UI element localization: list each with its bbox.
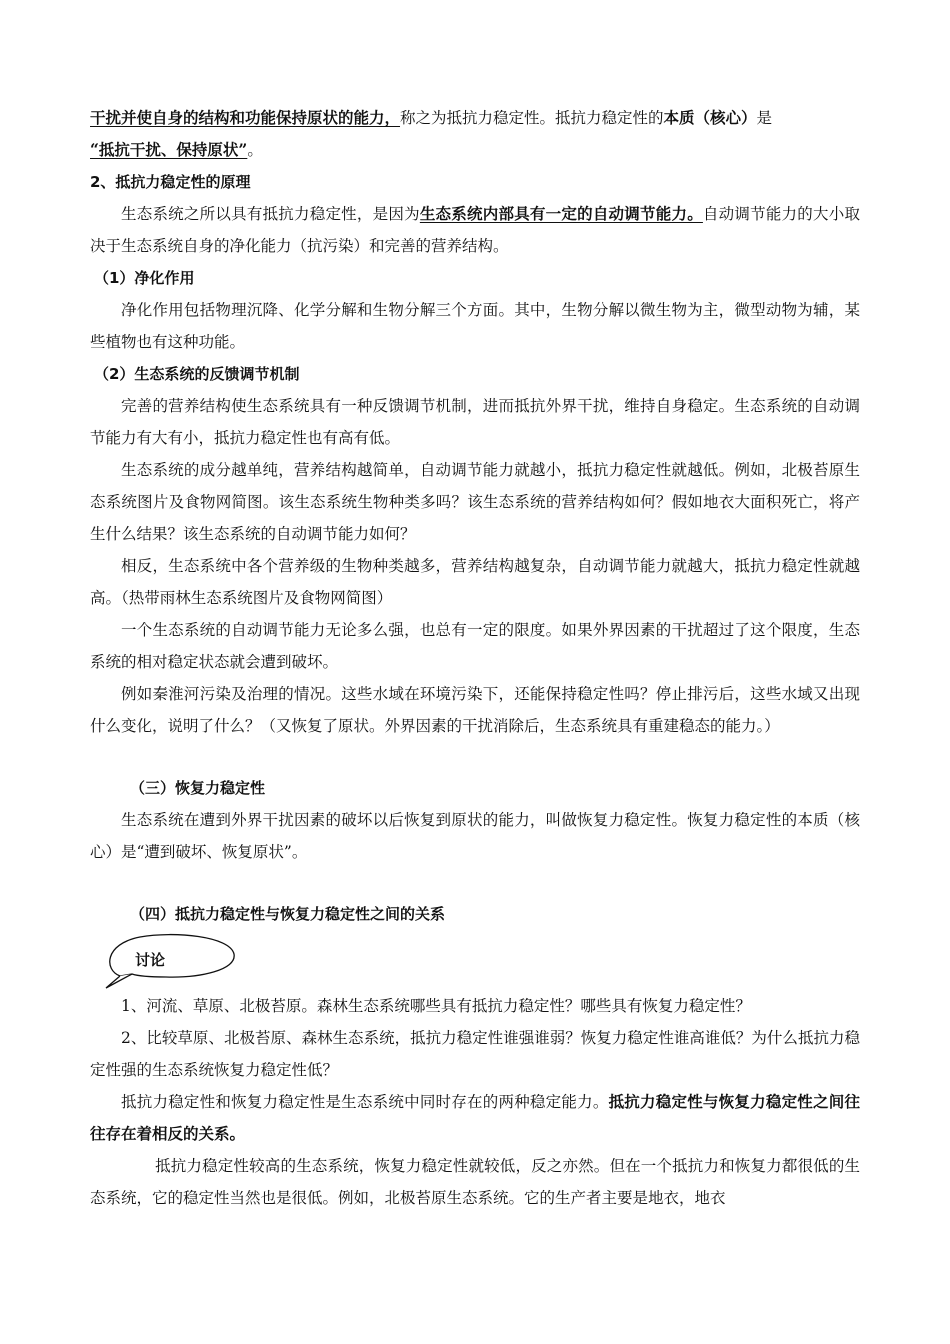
discussion-question-1: 1、河流、草原、北极苔原。森林生态系统哪些具有抵抗力稳定性？哪些具有恢复力稳定性？ bbox=[121, 997, 751, 1015]
text-span: 生态系统之所以具有抵抗力稳定性，是因为 bbox=[121, 205, 420, 223]
discussion-question-2: 2、比较草原、北极苔原、森林生态系统，抵抗力稳定性谁强谁弱？恢复力稳定性谁高谁低？为什么抵抗力稳定性强的生态系统恢复力稳定性低？ bbox=[90, 1029, 860, 1079]
paragraph-feedback-2: 生态系统的成分越单纯，营养结构越简单，自动调节能力就越小，抵抗力稳定性就越低。例如，北极苔原生态系统图片及食物网简图。该生态系统生物种类多吗？该生态系统的营养结构如何？假如地衣大面积死亡，将产生什么结果？该生态系统的自动调节能力如何？ bbox=[90, 461, 860, 543]
paragraph-feedback-5: 例如秦淮河污染及治理的情况。这些水域在环境污染下，还能保持稳定性吗？停止排污后，这些水域又出现什么变化，说明了什么？（又恢复了原状。外界因素的干扰消除后，生态系统具有重建稳态的能力。） bbox=[90, 685, 860, 735]
text-span: 称之为抵抗力稳定性。抵抗力稳定性的 bbox=[400, 109, 664, 127]
spacer bbox=[90, 868, 860, 898]
text-span: 。 bbox=[247, 141, 263, 159]
text-span: 自动调节能力的大小取决于生态系统自身的净化能力（抗污染）和完善的营养结构。 bbox=[90, 205, 860, 255]
discussion-label: 讨论 bbox=[135, 951, 166, 969]
heading-feedback: （2）生态系统的反馈调节机制 bbox=[94, 365, 300, 383]
heading-recovery: （三）恢复力稳定性 bbox=[130, 779, 266, 797]
emphasis-inverse-relation: 抵抗力稳定性与恢复力稳定性之间往往存在着相反的关系。 bbox=[90, 1092, 860, 1143]
document-page bbox=[90, 102, 860, 1214]
text-span: 抵抗力稳定性和恢复力稳定性是生态系统中同时存在的两种稳定能力。 bbox=[121, 1093, 609, 1111]
paragraph-relation-1 bbox=[90, 1086, 860, 1150]
text-span: 是 bbox=[756, 109, 773, 127]
paragraph-resistance-definition bbox=[90, 102, 860, 166]
emphasis-core-phrase: “抵抗干扰、保持原状” bbox=[90, 140, 248, 159]
emphasis-ability: 干扰并使自身的结构和功能保持原状的能力， bbox=[90, 108, 401, 127]
paragraph-feedback-4: 一个生态系统的自动调节能力无论多么强，也总有一定的限度。如果外界因素的干扰超过了这个限度，生态系统的相对稳定状态就会遭到破坏。 bbox=[90, 621, 860, 671]
paragraph-feedback-3: 相反，生态系统中各个营养级的生物种类越多，营养结构越复杂，自动调节能力就越大，抵抗力稳定性就越高。（热带雨林生态系统图片及食物网简图） bbox=[90, 557, 860, 607]
emphasis-self-regulation: 生态系统内部具有一定的自动调节能力。 bbox=[419, 204, 703, 223]
emphasis-essence: 本质（核心） bbox=[663, 108, 757, 127]
paragraph-purification: 净化作用包括物理沉降、化学分解和生物分解三个方面。其中，生物分解以微生物为主，微型动物为辅，某些植物也有这种功能。 bbox=[90, 301, 860, 351]
heading-purification: （1）净化作用 bbox=[94, 269, 195, 287]
heading-principle: 2、抵抗力稳定性的原理 bbox=[90, 173, 251, 191]
heading-relation: （四）抵抗力稳定性与恢复力稳定性之间的关系 bbox=[130, 905, 446, 923]
paragraph-principle bbox=[90, 198, 860, 262]
discussion-bubble bbox=[90, 932, 860, 988]
paragraph-relation-2: 抵抗力稳定性较高的生态系统，恢复力稳定性就较低，反之亦然。但在一个抵抗力和恢复力都很低的生态系统，它的稳定性当然也是很低。例如，北极苔原生态系统。它的生产者主要是地衣，地衣 bbox=[90, 1157, 860, 1207]
spacer bbox=[90, 742, 860, 772]
paragraph-feedback-1: 完善的营养结构使生态系统具有一种反馈调节机制，进而抵抗外界干扰，维持自身稳定。生态系统的自动调节能力有大有小，抵抗力稳定性也有高有低。 bbox=[90, 397, 860, 447]
speech-bubble-icon bbox=[102, 932, 237, 990]
paragraph-recovery: 生态系统在遭到外界干扰因素的破坏以后恢复到原状的能力，叫做恢复力稳定性。恢复力稳定性的本质（核心）是“遭到破坏、恢复原状”。 bbox=[90, 811, 860, 861]
